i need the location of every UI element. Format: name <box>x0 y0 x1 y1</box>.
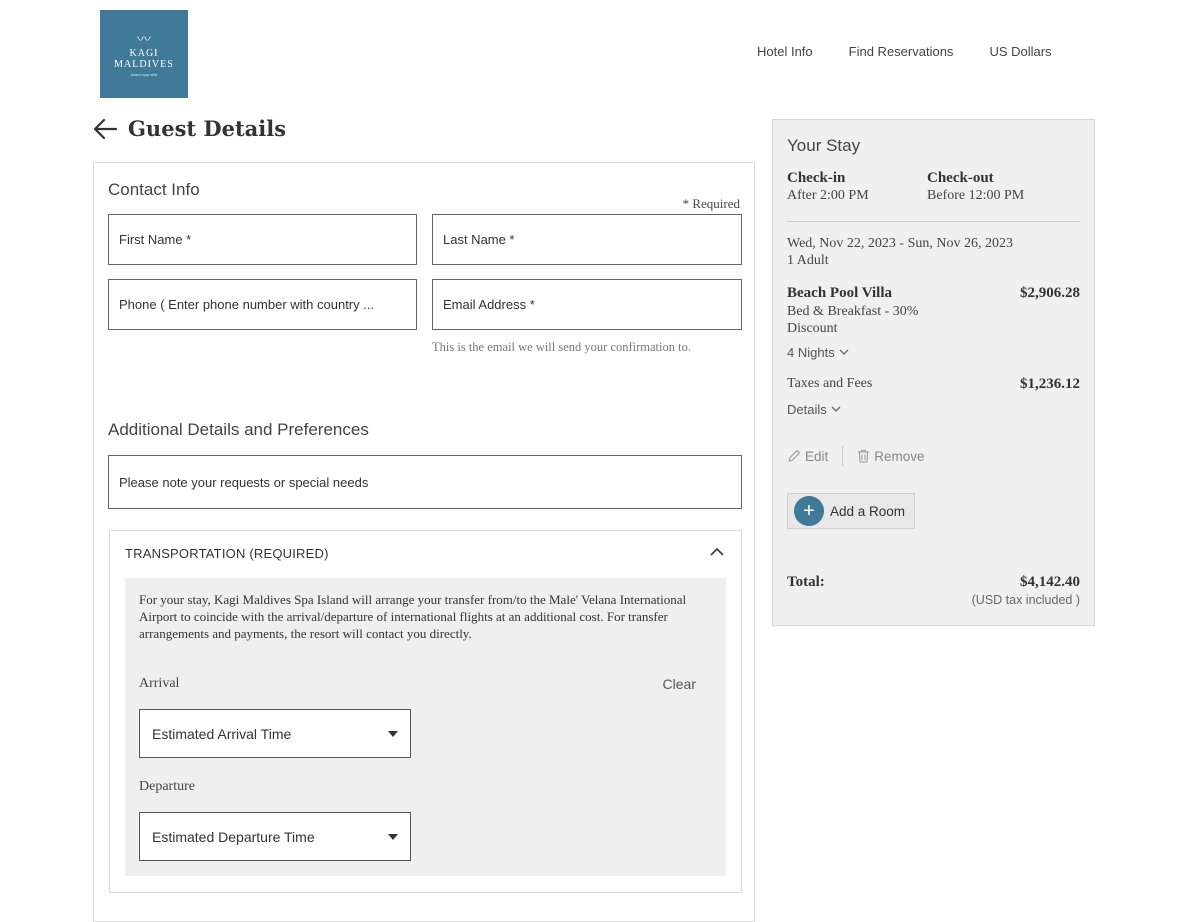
pencil-icon <box>787 449 801 463</box>
room-name: Beach Pool Villa <box>787 285 892 301</box>
bird-icon: 〰 <box>137 30 151 47</box>
brand-logo[interactable] <box>100 10 188 98</box>
guest-form <box>93 162 755 922</box>
room-price: $2,906.28 <box>1020 285 1080 301</box>
guest-count: 1 Adult <box>787 253 829 268</box>
checkout-label: Check-out <box>927 170 994 186</box>
phone-field[interactable] <box>108 279 417 330</box>
page-title: Guest Details <box>128 116 287 141</box>
page-header <box>92 116 286 141</box>
plus-icon: + <box>794 496 824 526</box>
nav-hotel-info[interactable]: Hotel Info <box>757 44 813 59</box>
checkin-time: After 2:00 PM <box>787 188 869 203</box>
nights-toggle[interactable] <box>787 345 849 360</box>
details-label: Details <box>787 402 827 417</box>
chevron-down-icon <box>839 349 849 356</box>
caret-down-icon <box>388 834 398 840</box>
edit-button[interactable] <box>787 449 828 464</box>
last-name-field[interactable] <box>432 214 742 265</box>
clear-link[interactable]: Clear <box>662 676 696 692</box>
checkout-block <box>927 170 1024 204</box>
edit-label: Edit <box>805 448 829 464</box>
checkout-time: Before 12:00 PM <box>927 188 1025 203</box>
last-name-placeholder: Last Name * <box>443 232 515 247</box>
room-actions <box>787 446 925 466</box>
nav-currency[interactable]: US Dollars <box>989 44 1052 59</box>
email-placeholder: Email Address * <box>443 297 535 312</box>
logo-line2: MALDIVES <box>114 58 174 70</box>
transportation-header[interactable]: TRANSPORTATION (REQUIRED) <box>125 546 329 561</box>
contact-info-title: Contact Info <box>108 180 200 199</box>
arrival-label: Arrival <box>139 676 180 691</box>
transportation-body <box>125 578 726 876</box>
chevron-up-icon[interactable] <box>709 546 725 558</box>
nav-find-reservations[interactable]: Find Reservations <box>848 44 954 59</box>
special-requests-field[interactable] <box>108 455 742 509</box>
your-stay-panel <box>772 119 1095 626</box>
logo-tagline: Island spa villa <box>130 71 158 77</box>
remove-button[interactable] <box>857 449 924 464</box>
arrival-time-select[interactable] <box>139 709 411 758</box>
email-field[interactable] <box>432 279 742 330</box>
add-room-label: Add a Room <box>830 503 906 519</box>
checkin-label: Check-in <box>787 170 846 186</box>
departure-select-value: Estimated Departure Time <box>152 828 315 845</box>
first-name-placeholder: First Name * <box>119 232 192 247</box>
chevron-down-icon <box>831 406 841 413</box>
divider <box>787 221 1080 222</box>
departure-time-select[interactable] <box>139 812 411 861</box>
action-separator <box>842 446 843 466</box>
back-arrow-icon[interactable] <box>92 117 118 141</box>
caret-down-icon <box>388 731 398 737</box>
first-name-field[interactable] <box>108 214 417 265</box>
details-toggle[interactable] <box>787 402 841 417</box>
taxes-amount: $1,236.12 <box>1020 376 1080 392</box>
trash-icon <box>857 449 870 463</box>
transportation-description: For your stay, Kagi Maldives Spa Island will arrange your transfer from/to the Male' Velana International Airport to coincide with the arrival/departure of international flights at an additional cost. For transfer arrangements and payments, the resort will contact you directly. <box>139 592 687 641</box>
taxes-label: Taxes and Fees <box>787 376 873 391</box>
your-stay-title: Your Stay <box>787 136 861 155</box>
top-nav <box>757 44 1052 59</box>
email-hint: This is the email we will send your confirmation to. <box>432 340 691 354</box>
total-amount: $4,142.40 <box>1020 574 1080 590</box>
special-requests-placeholder: Please note your requests or special needs <box>119 474 369 490</box>
arrival-select-value: Estimated Arrival Time <box>152 725 292 742</box>
transportation-section <box>109 530 742 893</box>
nights-label: 4 Nights <box>787 345 835 360</box>
remove-label: Remove <box>874 448 925 464</box>
phone-placeholder: Phone ( Enter phone number with country ... <box>119 297 375 312</box>
add-room-button[interactable] <box>787 493 915 529</box>
required-note: * Required <box>682 196 740 211</box>
additional-details-title: Additional Details and Preferences <box>108 420 369 439</box>
rate-plan: Bed & Breakfast - 30% Discount <box>787 304 919 336</box>
logo-line1: KAGI <box>129 47 159 59</box>
total-note: (USD tax included ) <box>971 593 1080 607</box>
stay-dates <box>787 235 1013 269</box>
checkin-block <box>787 170 869 204</box>
date-range: Wed, Nov 22, 2023 - Sun, Nov 26, 2023 <box>787 236 1013 251</box>
total-label: Total: <box>787 574 825 590</box>
departure-label: Departure <box>139 779 195 794</box>
